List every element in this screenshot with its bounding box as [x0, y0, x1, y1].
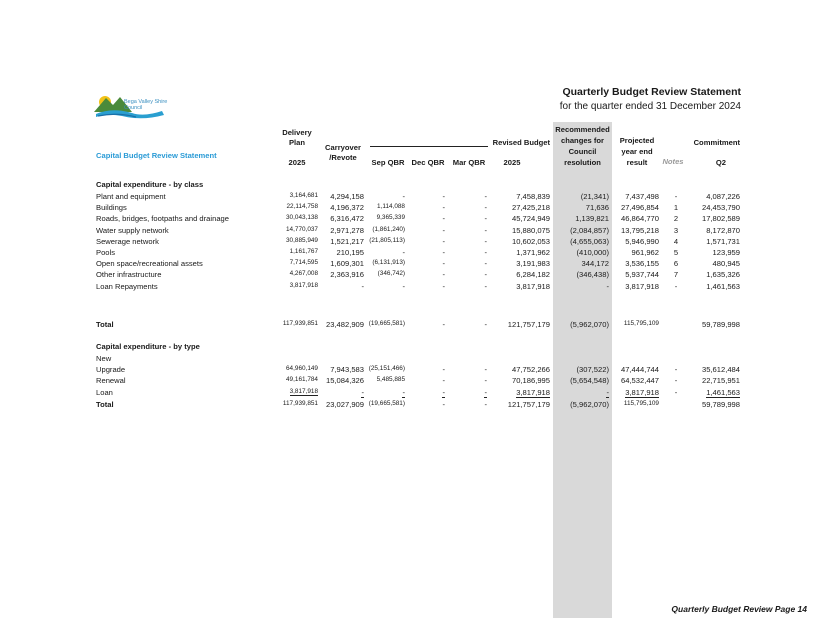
cell-dec: -: [442, 270, 445, 280]
cell-revised: 10,602,053: [511, 236, 550, 246]
cell-revised: 121,757,179: [507, 400, 550, 409]
row-label: Total: [96, 320, 114, 329]
cell-note: 5: [673, 248, 679, 257]
cell-carry: 2,971,278: [330, 225, 364, 235]
col-revised-budget: Revised Budget: [492, 138, 550, 147]
section-title: Capital Budget Review Statement: [96, 151, 217, 160]
cell-carry: 1,609,301: [330, 259, 364, 269]
cell-note: 1: [673, 203, 679, 213]
cell-sep: -: [402, 192, 405, 201]
cell-rec: -: [606, 281, 609, 291]
cell-dec: -: [442, 225, 445, 235]
row-label: Sewerage network: [96, 236, 159, 246]
cell-proj: 13,795,218: [620, 225, 659, 235]
cell-rec: -: [606, 387, 609, 397]
cell-note: 7: [673, 270, 679, 280]
cell-proj: 5,937,744: [625, 270, 659, 280]
cell-rec: (5,654,548): [570, 376, 609, 386]
cell-proj: 64,532,447: [620, 376, 659, 386]
cell-mar: -: [484, 387, 487, 397]
cell-mar: -: [484, 248, 487, 257]
cell-commit: 1,571,731: [706, 236, 740, 246]
cell-rec: (21,341): [580, 192, 609, 201]
cell-plan: 30,885,949: [286, 236, 318, 244]
cell-rec: (5,962,070): [570, 320, 609, 329]
col-delivery-plan-2: Plan: [288, 138, 306, 147]
cell-commit: 8,172,870: [706, 225, 740, 235]
cell-mar: -: [484, 320, 487, 329]
row-label: Pools: [96, 248, 115, 257]
cell-sep: (25,151,466): [368, 365, 405, 373]
cell-commit: 1,635,326: [706, 270, 740, 280]
row-label: Roads, bridges, footpaths and drainage: [96, 214, 229, 224]
cell-sep: -: [402, 387, 405, 397]
cell-commit: 480,945: [712, 259, 740, 269]
col-revised-year: 2025: [503, 158, 521, 167]
cell-revised: 15,880,075: [511, 225, 550, 235]
cell-rec: (410,000): [576, 248, 609, 257]
cell-plan: 64,960,149: [286, 365, 318, 373]
cell-commit: 1,461,563: [706, 387, 740, 397]
cell-sep: (346,742): [377, 270, 405, 278]
cell-carry: 23,027,909: [325, 400, 364, 409]
cell-rec: 1,139,821: [575, 214, 609, 224]
row-label: Water supply network: [96, 225, 169, 235]
cell-sep: (21,805,113): [369, 236, 405, 244]
cell-plan: 22,114,758: [286, 203, 318, 211]
row-label: Loan Repayments: [96, 281, 158, 291]
row-label: Upgrade: [96, 365, 126, 375]
cell-note: -: [674, 281, 678, 291]
col-carryover-1: Carryover: [325, 143, 361, 152]
cell-carry: -: [361, 281, 364, 291]
cell-carry: 4,294,158: [330, 192, 364, 201]
col-recommended-2: changes for: [560, 136, 605, 145]
cell-revised: 27,425,218: [511, 203, 550, 213]
row-label: Total: [96, 400, 114, 409]
cell-carry: 15,084,326: [325, 376, 364, 386]
cell-mar: -: [484, 376, 487, 386]
cell-revised: 3,191,983: [516, 259, 550, 269]
col-notes: Notes: [662, 157, 684, 166]
col-projected-3: result: [626, 158, 648, 167]
col-projected-2: year end: [621, 147, 653, 156]
col-recommended-1: Recommended: [555, 125, 610, 134]
cell-proj: 46,864,770: [620, 214, 659, 224]
col-delivery-plan-year: 2025: [288, 158, 306, 167]
col-projected-1: Projected: [619, 136, 655, 145]
cell-revised: 3,817,918: [516, 281, 550, 291]
cell-commit: 4,087,226: [706, 192, 740, 201]
cell-plan: 49,161,784: [286, 376, 318, 384]
cell-dec: -: [442, 281, 445, 291]
cell-sep: (1,861,240): [372, 225, 405, 233]
cell-rec: (307,522): [576, 365, 609, 375]
cell-rec: (5,962,070): [570, 400, 609, 409]
cell-commit: 1,461,563: [706, 281, 740, 291]
cell-carry: 1,521,217: [330, 236, 364, 246]
cell-mar: -: [484, 270, 487, 280]
cell-proj: 47,444,744: [620, 365, 659, 375]
cell-mar: -: [484, 400, 487, 409]
cell-mar: -: [484, 192, 487, 201]
cell-proj: 3,817,918: [625, 387, 659, 397]
col-commitment-q: Q2: [715, 158, 726, 167]
cell-dec: -: [442, 192, 445, 201]
cell-commit: 35,612,484: [701, 365, 740, 375]
cell-sep: (19,665,581): [368, 320, 405, 327]
cell-plan: 7,714,595: [289, 259, 318, 267]
cell-carry: 23,482,909: [325, 320, 364, 329]
col-sep-qbr: Sep QBR: [371, 158, 405, 167]
cell-plan: 3,817,918: [289, 387, 318, 395]
cell-proj: 7,437,498: [625, 192, 659, 201]
cell-carry: 4,196,372: [330, 203, 364, 213]
cell-rec: (346,438): [576, 270, 609, 280]
row-label: Renewal: [96, 376, 126, 386]
cell-dec: -: [442, 248, 445, 257]
page-footer: Quarterly Budget Review Page 14: [671, 604, 807, 614]
cell-mar: -: [484, 203, 487, 213]
cell-revised: 70,186,995: [511, 376, 550, 386]
cell-dec: -: [442, 203, 445, 213]
cell-commit: 17,802,589: [701, 214, 740, 224]
cell-dec: -: [442, 400, 445, 409]
cell-rec: (4,655,063): [570, 236, 609, 246]
row-label: Plant and equipment: [96, 192, 166, 201]
cell-proj: 115,795,109: [623, 400, 659, 407]
cell-dec: -: [442, 365, 445, 375]
cell-carry: 2,363,916: [330, 270, 364, 280]
cell-note: 2: [673, 214, 679, 224]
cell-plan: 117,939,851: [282, 400, 318, 407]
report-title: Quarterly Budget Review Statement: [562, 86, 741, 98]
cell-plan: 117,939,851: [282, 320, 318, 327]
cell-plan: 3,817,918: [289, 281, 318, 289]
col-recommended-4: resolution: [564, 158, 601, 167]
cell-note: -: [674, 387, 678, 397]
cell-carry: 210,195: [336, 248, 364, 257]
cell-sep: -: [402, 248, 405, 257]
cell-plan: 14,770,037: [286, 225, 318, 233]
cell-commit: 123,959: [712, 248, 740, 257]
cell-dec: -: [442, 320, 445, 329]
cell-plan: 4,267,008: [289, 270, 318, 278]
cell-proj: 3,817,918: [625, 281, 659, 291]
type-heading: Capital expenditure - by type: [96, 342, 200, 351]
cell-dec: -: [442, 376, 445, 386]
cell-sep: (6,131,913): [372, 259, 405, 267]
cell-sep: 9,365,339: [376, 214, 405, 222]
col-dec-qbr: Dec QBR: [411, 158, 445, 167]
cell-mar: -: [484, 365, 487, 375]
cell-proj: 5,946,990: [625, 236, 659, 246]
row-label: Loan: [96, 387, 113, 397]
cell-sep: 1,114,088: [377, 203, 405, 211]
cell-mar: -: [484, 236, 487, 246]
cell-revised: 47,752,266: [511, 365, 550, 375]
cell-proj: 115,795,109: [623, 320, 659, 327]
class-heading: Capital expenditure - by class: [96, 180, 204, 189]
cell-note: 6: [673, 259, 679, 269]
col-recommended-3: Council: [568, 147, 597, 156]
row-label: Open space/recreational assets: [96, 259, 203, 269]
logo-text: Bega Valley Shire Council: [124, 99, 168, 111]
cell-revised: 121,757,179: [507, 320, 550, 329]
col-mar-qbr: Mar QBR: [452, 158, 486, 167]
cell-rec: 344,172: [581, 259, 609, 269]
cell-sep: 5,485,885: [376, 376, 405, 384]
row-label: Buildings: [96, 203, 127, 213]
cell-revised: 1,371,962: [516, 248, 550, 257]
cell-note: -: [674, 192, 678, 201]
cell-commit: 22,715,951: [701, 376, 740, 386]
cell-rec: (2,084,857): [570, 225, 609, 235]
cell-note: 4: [673, 236, 679, 246]
cell-note: 3: [673, 225, 679, 235]
cell-revised: 6,284,182: [516, 270, 550, 280]
row-label: Other infrastructure: [96, 270, 162, 280]
col-carryover-2: /Revote: [329, 153, 357, 162]
cell-proj: 3,536,155: [625, 259, 659, 269]
cell-note: -: [674, 376, 678, 386]
cell-carry: 7,943,583: [330, 365, 364, 375]
cell-plan: 30,043,138: [286, 214, 318, 222]
col-delivery-plan-1: Delivery: [282, 128, 312, 137]
cell-sep: -: [402, 281, 405, 291]
cell-mar: -: [484, 225, 487, 235]
cell-proj: 961,962: [631, 248, 659, 257]
cell-plan: 1,161,767: [289, 248, 318, 255]
cell-mar: -: [484, 214, 487, 224]
cell-proj: 27,496,854: [620, 203, 659, 213]
cell-revised: 3,817,918: [516, 387, 550, 397]
cell-plan: 3,164,681: [289, 192, 318, 199]
cell-note: -: [674, 365, 678, 375]
cell-dec: -: [442, 236, 445, 246]
cell-sep: (19,665,581): [368, 400, 405, 407]
cell-mar: -: [484, 281, 487, 291]
cell-carry: 6,316,472: [330, 214, 364, 224]
cell-mar: -: [484, 259, 487, 269]
report-subtitle: for the quarter ended 31 December 2024: [559, 101, 741, 112]
cell-dec: -: [442, 259, 445, 269]
cell-dec: -: [442, 387, 445, 397]
cell-commit: 59,789,998: [701, 400, 740, 409]
cell-rec: 71,636: [585, 203, 609, 213]
cell-commit: 24,453,790: [701, 203, 740, 213]
row-label: New: [96, 354, 112, 363]
qbr-group-line: [370, 146, 488, 147]
cell-revised: 7,458,839: [516, 192, 550, 201]
cell-commit: 59,789,998: [701, 320, 740, 329]
cell-carry: -: [361, 387, 364, 397]
cell-dec: -: [442, 214, 445, 224]
col-commitment: Commitment: [693, 138, 740, 147]
cell-revised: 45,724,949: [511, 214, 550, 224]
